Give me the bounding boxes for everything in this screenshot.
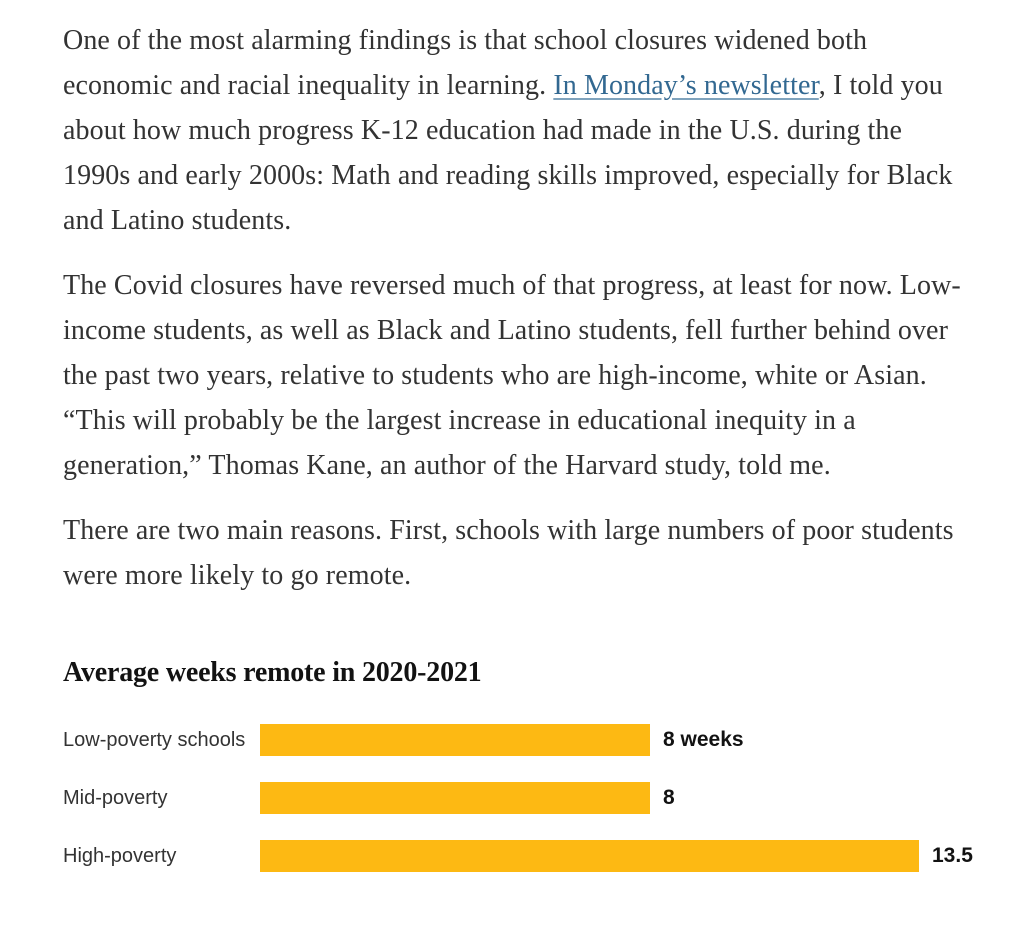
paragraph-2: The Covid closures have reversed much of that progress, at least for now. Low-income students, as well as Black and Latino students, fell further behind over the past two years, relative to students who are high-income, white or Asian. “This will probably be the largest increase in educational inequity in a generation,” Thomas Kane, an author of the Harvard study, told me. [63,270,961,481]
article-body [63,18,968,598]
bar-label: Mid-poverty [63,786,168,809]
bar-value-label: 8 [663,786,675,809]
bar-track [260,724,968,756]
bar-value-label: 8 weeks [663,728,744,751]
chart-row [63,840,973,872]
bar-label: Low-poverty schools [63,728,246,751]
chart-row [63,782,968,814]
mondays-newsletter-link[interactable]: In Monday’s newsletter [553,70,819,101]
paragraph-1 [63,18,968,243]
chart-rows [63,724,973,872]
bar-value-label: 13.5 [932,844,973,867]
paragraph-1-text-before-link: One of the most alarming findings is that school closures widened both economic and racial inequality in learning. [63,25,868,101]
paragraph-1-text-after-link: , I told you about how much progress K-12 education had made in the U.S. during the 1990s and early 2000s: Math and reading skills improved, especially for Black and Latino students. [63,70,953,236]
chart-title: Average weeks remote in 2020-2021 [63,657,482,688]
paragraph-3: There are two main reasons. First, schools with large numbers of poor students were more likely to go remote. [63,515,954,591]
bar [260,724,650,756]
chart-row [63,724,968,756]
bar-track [260,840,973,872]
weeks-remote-chart [63,656,973,872]
bar-track [260,782,968,814]
bar [260,782,650,814]
bar-label: High-poverty [63,844,177,867]
bar [260,840,919,872]
